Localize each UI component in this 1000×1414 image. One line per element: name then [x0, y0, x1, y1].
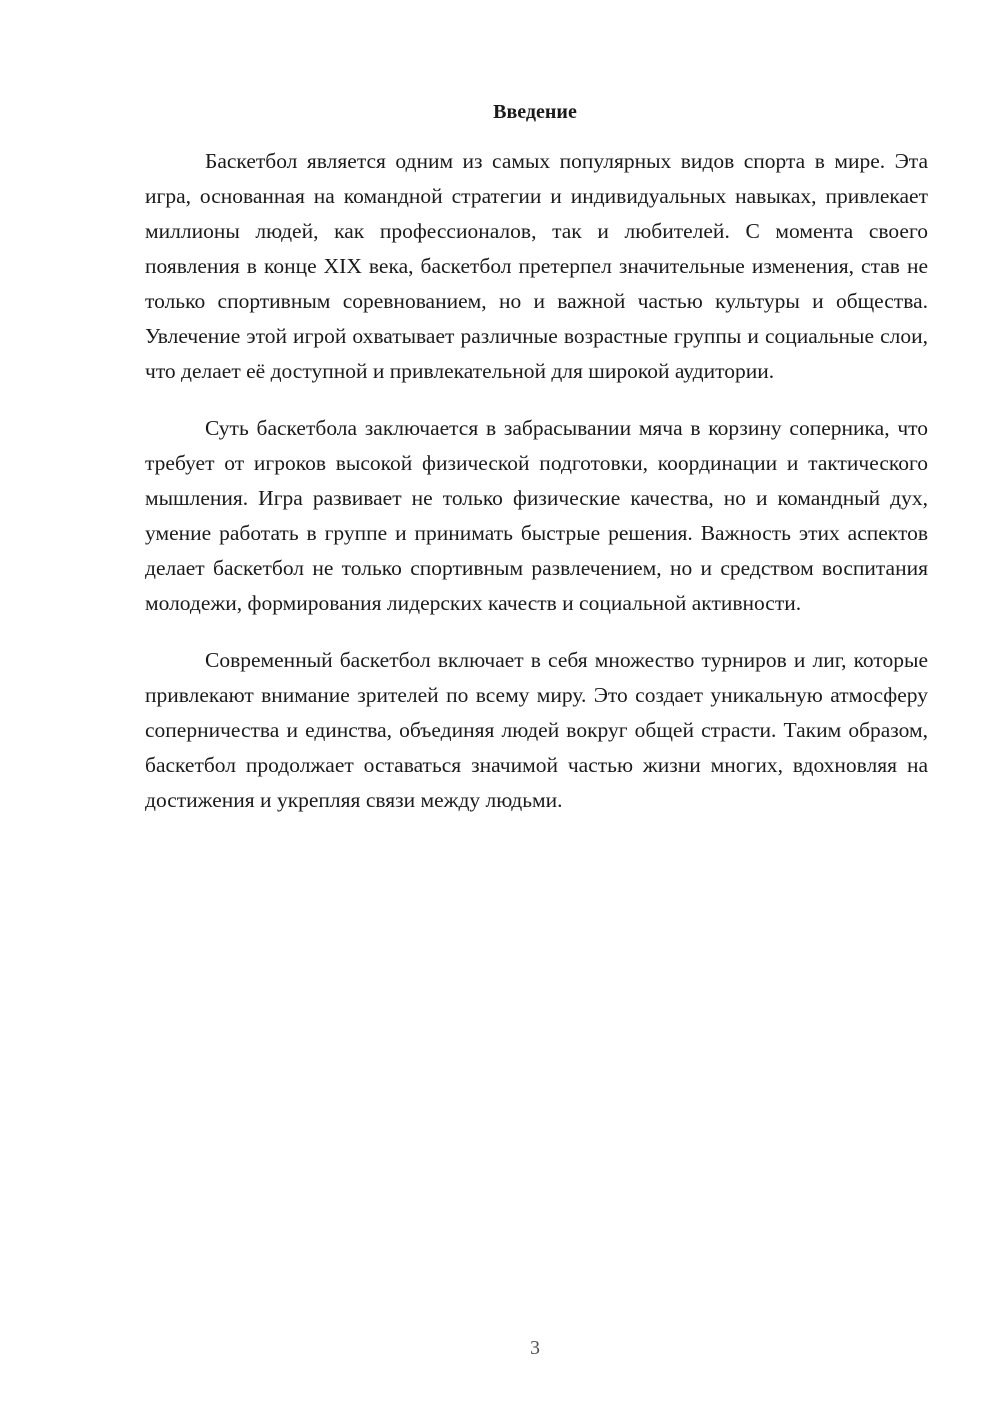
- body-text: [145, 144, 928, 840]
- page-number: 3: [530, 1337, 540, 1359]
- paragraph-3: Современный баскетбол включает в себя множество турниров и лиг, которые привлекают внимание зрителей по всему миру. Это создает уникальную атмосферу соперничества и единства, объединяя людей вокруг общей страсти. Таким образом, баскетбол продолжает оставаться значимой частью жизни многих, вдохновляя на достижения и укрепляя связи между людьми.: [145, 648, 928, 812]
- paragraph-2: Суть баскетбола заключается в забрасывании мяча в корзину соперника, что требует от игроков высокой физической подготовки, координации и тактического мышления. Игра развивает не только физические качества, но и командный дух, умение работать в группе и принимать быстрые решения. Важность этих аспектов делает баскетбол не только спортивным развлечением, но и средством воспитания молодежи, формирования лидерских качеств и социальной активности.: [145, 416, 928, 615]
- paragraph-1: Баскетбол является одним из самых популярных видов спорта в мире. Эта игра, основанная на командной стратегии и индивидуальных навыках, привлекает миллионы людей, как профессионалов, так и любителей. С момента своего появления в конце XIX века, баскетбол претерпел значительные изменения, став не только спортивным соревнованием, но и важной частью культуры и общества. Увлечение этой игрой охватывает различные возрастные группы и социальные слои, что делает её доступной и привлекательной для широкой аудитории.: [145, 149, 928, 383]
- section-heading: Введение: [493, 101, 577, 123]
